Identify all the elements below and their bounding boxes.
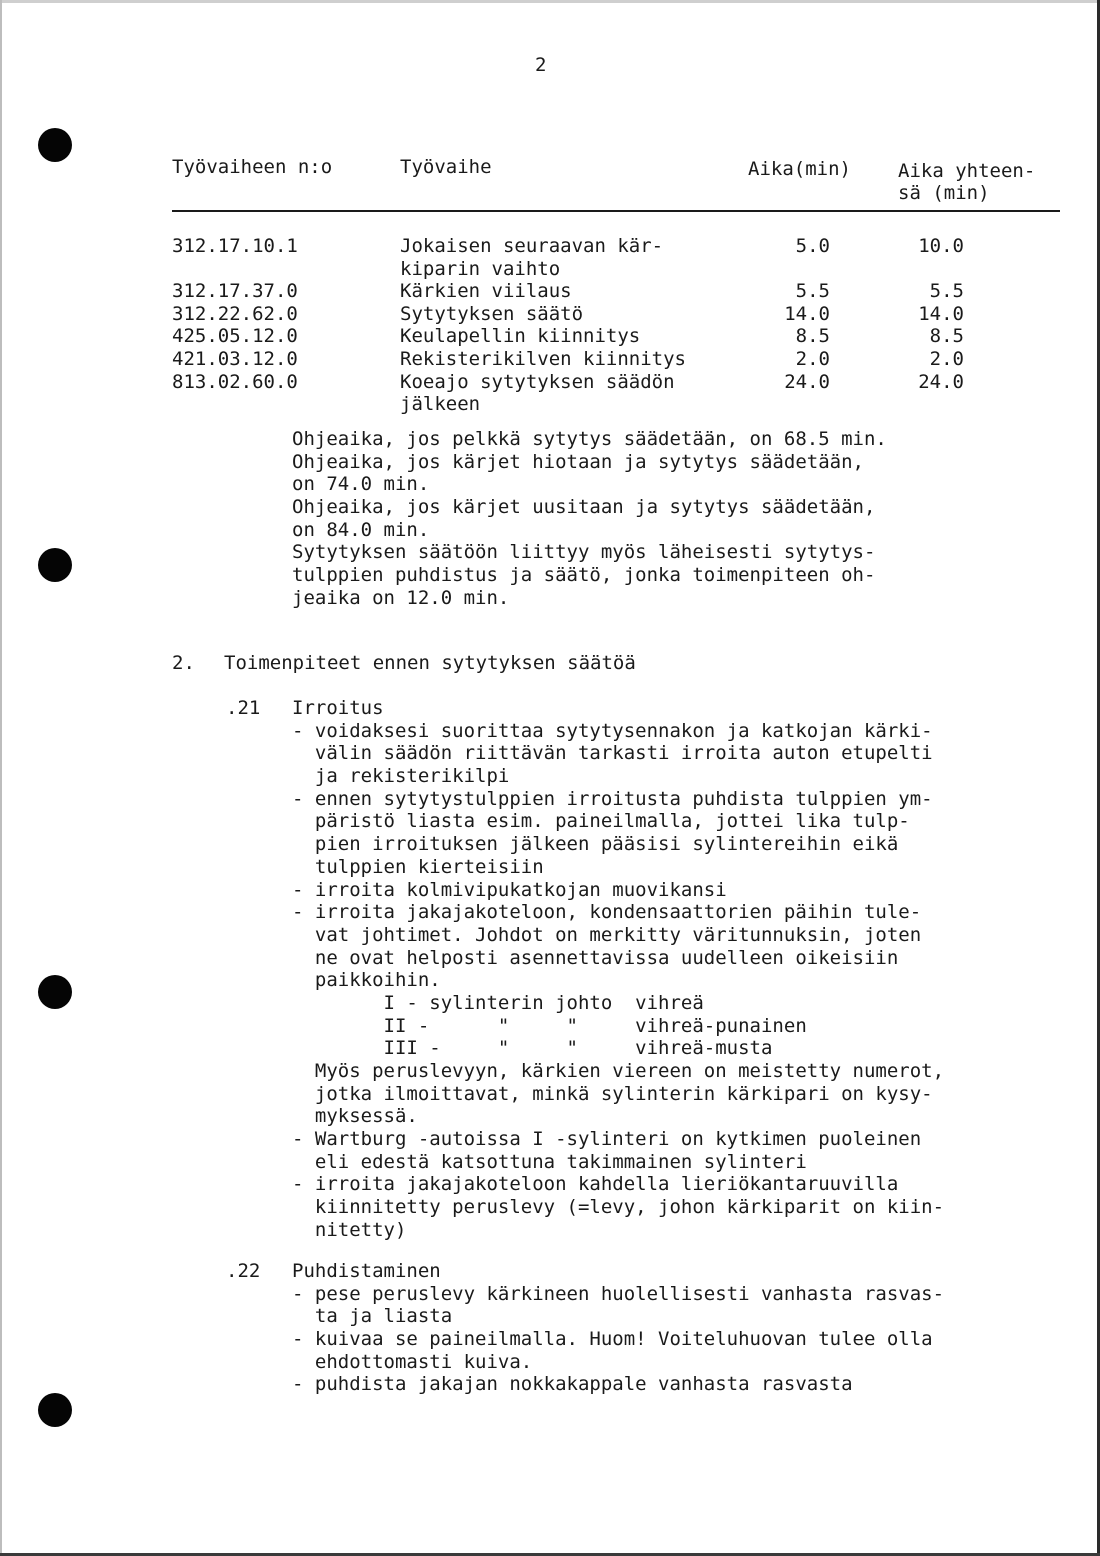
text-line: - voidaksesi suorittaa sytytysennakon ja katkojan kärki- bbox=[292, 719, 933, 742]
guideline-notes bbox=[292, 428, 887, 610]
text-line: paikkoihin. bbox=[292, 969, 441, 992]
table-cell-time bbox=[740, 258, 830, 281]
table-cell-total bbox=[870, 393, 964, 416]
header-total-line2: sä (min) bbox=[898, 182, 990, 204]
table-cell-phase: Sytytyksen säätö bbox=[400, 302, 584, 325]
table-cell-time: 5.0 bbox=[795, 235, 830, 257]
column-totals bbox=[870, 235, 964, 416]
header-phase-number: Työvaiheen n:o bbox=[172, 156, 333, 178]
table-cell-phase: jälkeen bbox=[400, 393, 481, 416]
text-line: ja rekisterikilpi bbox=[292, 765, 510, 788]
table-cell-time: 5.5 bbox=[795, 280, 830, 303]
page-number: 2 bbox=[535, 54, 547, 76]
column-phases bbox=[400, 235, 686, 416]
table-cell-code: 312.17.37.0 bbox=[172, 280, 298, 303]
note-line: on 74.0 min. bbox=[292, 473, 430, 496]
punch-hole-icon bbox=[38, 975, 72, 1009]
note-line: Sytytyksen säätöön liittyy myös läheisesti sytytys- bbox=[292, 541, 876, 564]
note-line: tulppien puhdistus ja säätö, jonka toimenpiteen oh- bbox=[292, 564, 876, 587]
table-cell-code bbox=[172, 393, 298, 416]
table-cell-phase: Jokaisen seuraavan kär- bbox=[400, 235, 664, 257]
text-line: vat johtimet. Johdot on merkitty väritunnuksin, joten bbox=[292, 923, 922, 946]
subsection-number-22: .22 bbox=[226, 1260, 261, 1282]
text-line: myksessä. bbox=[292, 1105, 418, 1128]
table-cell-total: 2.0 bbox=[929, 347, 964, 370]
column-times bbox=[740, 235, 830, 416]
section-number: 2. bbox=[172, 652, 195, 674]
wire-color-line: I - sylinterin johto vihreä bbox=[292, 991, 704, 1014]
text-line: - Wartburg -autoissa I -sylinteri on kytkimen puoleinen bbox=[292, 1128, 922, 1151]
text-line: jotka ilmoittavat, minkä sylinterin kärkipari on kysy- bbox=[292, 1082, 933, 1105]
section-title: Toimenpiteet ennen sytytyksen säätöä bbox=[224, 652, 636, 674]
table-cell-phase: Kärkien viilaus bbox=[400, 280, 572, 303]
subsection-21-body bbox=[292, 697, 944, 1242]
table-cell-time: 14.0 bbox=[784, 302, 830, 325]
table-header-rule bbox=[172, 210, 1060, 212]
text-line: eli edestä katsottuna takimmainen sylinteri bbox=[292, 1150, 807, 1173]
text-line: - irroita jakajakoteloon, kondensaattorien päihin tule- bbox=[292, 901, 922, 924]
table-cell-phase: kiparin vaihto bbox=[400, 257, 561, 280]
table-cell-total: 10.0 bbox=[918, 235, 964, 257]
subsection-title: Irroitus bbox=[292, 697, 384, 719]
text-line: nitetty) bbox=[292, 1218, 407, 1241]
note-line: Ohjeaika, jos kärjet hiotaan ja sytytys säädetään, bbox=[292, 450, 864, 473]
wire-color-line: II - " " vihreä-punainen bbox=[292, 1014, 807, 1037]
table-cell-phase: Keulapellin kiinnitys bbox=[400, 325, 641, 348]
table-cell-code bbox=[172, 258, 298, 281]
text-line: päristö liasta esim. paineilmalla, jottei lika tulp- bbox=[292, 810, 910, 833]
text-line: kiinnitetty peruslevy (=levy, johon kärkiparit on kiin- bbox=[292, 1196, 945, 1219]
subsection-22-body bbox=[292, 1260, 944, 1396]
subsection-number-21: .21 bbox=[226, 697, 261, 719]
table-cell-total: 5.5 bbox=[929, 280, 964, 303]
table-cell-code: 813.02.60.0 bbox=[172, 370, 298, 393]
text-line: ta ja liasta bbox=[292, 1305, 453, 1328]
table-cell-code: 421.03.12.0 bbox=[172, 347, 298, 370]
table-cell-code: 312.22.62.0 bbox=[172, 302, 298, 325]
text-line: - irroita kolmivipukatkojan muovikansi bbox=[292, 878, 727, 901]
punch-hole-icon bbox=[38, 1393, 72, 1427]
header-phase: Työvaihe bbox=[400, 156, 492, 178]
subsection-title: Puhdistaminen bbox=[292, 1260, 441, 1282]
header-time: Aika(min) bbox=[748, 158, 851, 180]
wire-color-line: III - " " vihreä-musta bbox=[292, 1037, 773, 1060]
table-cell-phase: Rekisterikilven kiinnitys bbox=[400, 347, 686, 370]
text-line: - ennen sytytystulppien irroitusta puhdista tulppien ym- bbox=[292, 787, 933, 810]
table-cell-total: 8.5 bbox=[929, 325, 964, 348]
text-line: - puhdista jakajan nokkakappale vanhasta rasvasta bbox=[292, 1373, 853, 1396]
table-cell-total: 14.0 bbox=[918, 302, 964, 325]
table-cell-total: 24.0 bbox=[918, 370, 964, 393]
table-cell-code: 425.05.12.0 bbox=[172, 325, 298, 348]
punch-hole-icon bbox=[38, 548, 72, 582]
scan-edge-top bbox=[0, 0, 1100, 3]
note-line: on 84.0 min. bbox=[292, 518, 430, 541]
table-cell-phase: Koeajo sytytyksen säädön bbox=[400, 370, 675, 393]
table-cell-time: 2.0 bbox=[795, 347, 830, 370]
table-cell-code: 312.17.10.1 bbox=[172, 235, 298, 257]
text-line: Myös peruslevyyn, kärkien viereen on meistetty numerot, bbox=[292, 1060, 945, 1082]
note-line: Ohjeaika, jos kärjet uusitaan ja sytytys säädetään, bbox=[292, 496, 876, 519]
table-cell-time bbox=[740, 393, 830, 416]
text-line: - irroita jakajakoteloon kahdella lieriökantaruuvilla bbox=[292, 1173, 899, 1196]
text-line: välin säädön riittävän tarkasti irroita auton etupelti bbox=[292, 742, 933, 765]
table-cell-time: 24.0 bbox=[784, 370, 830, 393]
column-phase-numbers bbox=[172, 235, 298, 416]
note-line: jeaika on 12.0 min. bbox=[292, 586, 510, 609]
punch-hole-icon bbox=[38, 128, 72, 162]
text-line: - pese peruslevy kärkineen huolellisesti vanhasta rasvas- bbox=[292, 1282, 945, 1305]
table-cell-total bbox=[870, 258, 964, 281]
text-line: ne ovat helposti asennettavissa uudelleen oikeisiin bbox=[292, 946, 899, 969]
header-total-line1: Aika yhteen- bbox=[898, 160, 1036, 182]
text-line: pien irroituksen jälkeen pääsisi sylintereihin eikä bbox=[292, 833, 899, 856]
scan-edge-left bbox=[0, 0, 2, 1556]
text-line: ehdottomasti kuiva. bbox=[292, 1350, 533, 1373]
text-line: tulppien kierteisiin bbox=[292, 855, 544, 878]
table-cell-time: 8.5 bbox=[795, 325, 830, 348]
note-line: Ohjeaika, jos pelkkä sytytys säädetään, on 68.5 min. bbox=[292, 428, 887, 450]
text-line: - kuivaa se paineilmalla. Huom! Voiteluhuovan tulee olla bbox=[292, 1328, 933, 1351]
